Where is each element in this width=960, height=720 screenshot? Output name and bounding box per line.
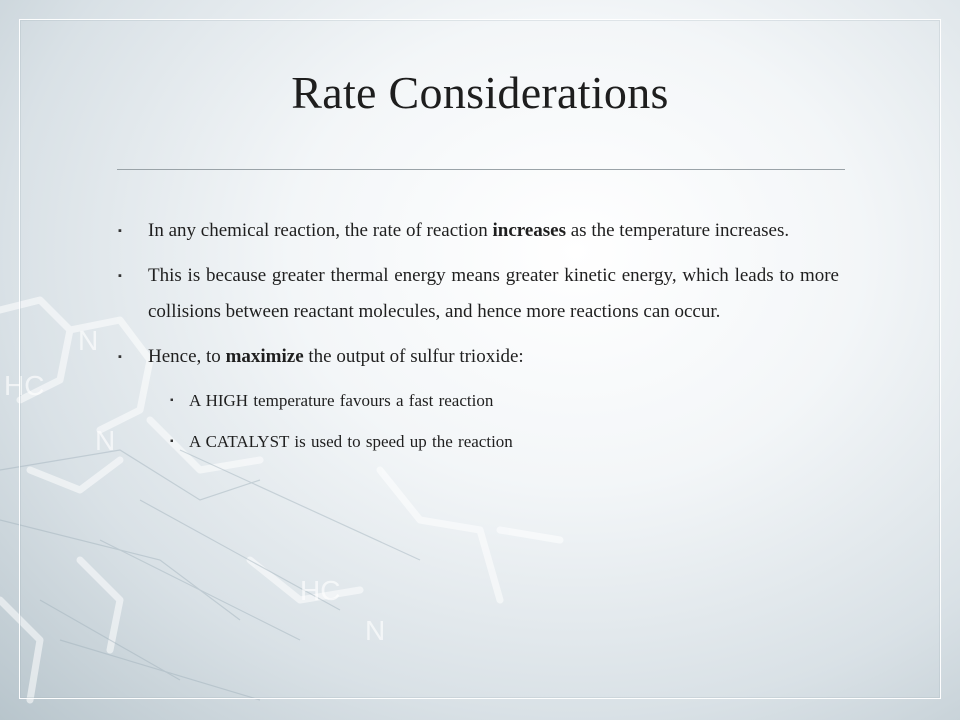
slide-content [118,213,839,471]
molecule-label: N [365,615,386,646]
bullet-item [118,339,839,375]
bullet-text: This is because greater thermal energy means greater kinetic energy, which leads to more collisions between reactant molecules, and hence more reactions can occur. [148,265,839,322]
bullet-emphasis: maximize [225,346,304,367]
bullet-text: the output of sulfur trioxide: [303,346,524,367]
bullet-marker-icon: ▪ [118,270,122,282]
bullet-item [118,258,839,330]
slide-title: Rate Considerations [291,67,669,118]
sub-bullet-text: A HIGH temperature favours a fast reaction [189,391,494,410]
sub-bullet-marker-icon: ▪ [170,395,174,406]
bullet-marker-icon: ▪ [118,225,122,237]
bullet-item [118,213,839,249]
sub-bullet-text: A CATALYST is used to speed up the reaction [189,432,513,451]
bullet-text: Hence, to [148,346,226,367]
molecule-label: HC [4,370,45,401]
bullet-marker-icon: ▪ [118,351,122,363]
sub-bullet-marker-icon: ▪ [170,436,174,447]
molecule-label: N [78,325,99,356]
molecule-label: HC [300,575,341,606]
title-divider [117,169,845,170]
bullet-emphasis: increases [492,220,566,241]
bullet-text: In any chemical reaction, the rate of reaction [148,220,493,241]
sub-bullet-item [170,430,839,454]
bullet-text: as the temperature increases. [566,220,790,241]
molecule-label: N [95,425,116,456]
sub-bullet-item [170,389,839,413]
